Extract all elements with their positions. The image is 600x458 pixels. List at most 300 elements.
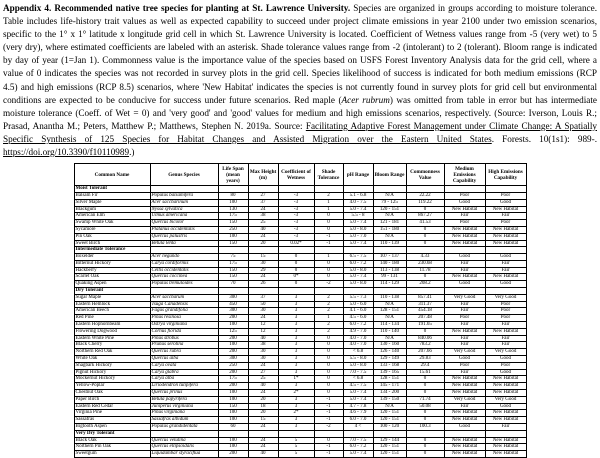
life-span-cell: 80: [218, 192, 248, 199]
empty-cell: [314, 288, 343, 295]
species-row: [74, 192, 526, 199]
medium-emissions-cell: New Habitat: [444, 444, 485, 451]
ph-range-cell: 7.0 - 7.5: [343, 369, 373, 376]
empty-cell: [150, 186, 218, 193]
species-row: [74, 369, 526, 376]
ph-range-cell: 5.0 - 7.4: [343, 396, 373, 403]
genus-species-cell: Liquidambar styraciflua: [150, 451, 218, 458]
bloom-range-cell: 134 - 200: [373, 390, 406, 397]
ph-range-cell: 6.5 - 7.5: [343, 254, 373, 261]
species-row: [74, 281, 526, 288]
ph-range-cell: 5.0 - 8.0: [343, 362, 373, 369]
ph-range-cell: 4.0 - 7.0: [343, 342, 373, 349]
species-row: [74, 451, 526, 458]
high-emissions-cell: New Habitat: [485, 451, 526, 458]
ph-range-cell: < 6.8: [343, 376, 373, 383]
max-height-cell: 20: [248, 396, 278, 403]
species-row: [74, 376, 526, 383]
empty-cell: [406, 288, 444, 295]
shade-tolerance-cell: 2: [314, 294, 343, 301]
high-emissions-cell: Poor: [485, 220, 526, 227]
column-header: Life Span (mean years): [218, 164, 248, 186]
ph-range-cell: 5.0 - 7.4: [343, 274, 373, 281]
empty-cell: [248, 288, 278, 295]
high-emissions-cell: New Habitat: [485, 233, 526, 240]
shade-tolerance-cell: 0: [314, 226, 343, 233]
medium-emissions-cell: Poor: [444, 220, 485, 227]
bloom-range-cell: N/A: [373, 315, 406, 322]
bloom-range-cell: 107 - 137: [373, 254, 406, 261]
commonness-cell: 0: [406, 417, 444, 424]
genus-species-cell: Cornus florida: [150, 328, 218, 335]
commonness-cell: 0: [406, 444, 444, 451]
ph-range-cell: 5.0 - 8.0: [343, 226, 373, 233]
life-span-cell: 150: [218, 240, 248, 247]
life-span-cell: 150: [218, 267, 248, 274]
life-span-cell: 150: [218, 403, 248, 410]
shade-tolerance-cell: -1: [314, 233, 343, 240]
bloom-range-cell: 100 - 120: [373, 424, 406, 431]
high-emissions-cell: Poor: [485, 308, 526, 315]
bloom-range-cell: 130 - 160: [373, 342, 406, 349]
commonness-cell: 783.2: [406, 342, 444, 349]
genus-species-cell: Carya ovata: [150, 362, 218, 369]
coeff-wetness-cell: 3: [278, 322, 314, 329]
max-height-cell: 24: [248, 390, 278, 397]
medium-emissions-cell: Good: [444, 199, 485, 206]
species-row: [74, 301, 526, 308]
life-span-cell: 200: [218, 383, 248, 390]
high-emissions-cell: New Habitat: [485, 274, 526, 281]
high-emissions-cell: New Habitat: [485, 328, 526, 335]
life-span-cell: 450: [218, 301, 248, 308]
genus-species-cell: Betula lenta: [150, 240, 218, 247]
high-emissions-cell: New Habitat: [485, 240, 526, 247]
coeff-wetness-cell: 3: [278, 349, 314, 356]
species-row: [74, 260, 526, 267]
life-span-cell: 250: [218, 226, 248, 233]
medium-emissions-cell: Poor: [444, 192, 485, 199]
empty-cell: [444, 430, 485, 437]
max-height-cell: 24: [248, 315, 278, 322]
empty-cell: [343, 247, 373, 254]
ph-range-cell: < 6.8: [343, 349, 373, 356]
ph-range-cell: 5.0 - 7.4: [343, 240, 373, 247]
max-height-cell: 40: [248, 451, 278, 458]
commonness-cell: 50.08: [406, 403, 444, 410]
bloom-range-cell: 128 - 151: [373, 308, 406, 315]
high-emissions-cell: Fair: [485, 322, 526, 329]
life-span-cell: 175: [218, 213, 248, 220]
genus-species-cell: Acer saccharum: [150, 294, 218, 301]
medium-emissions-cell: New Habitat: [444, 240, 485, 247]
empty-cell: [343, 186, 373, 193]
life-span-cell: 125: [218, 328, 248, 335]
bloom-range-cell: 120 - 151: [373, 417, 406, 424]
coeff-wetness-cell: 0.02*: [278, 240, 314, 247]
medium-emissions-cell: New Habitat: [444, 437, 485, 444]
max-height-cell: 26: [248, 281, 278, 288]
bloom-range-cell: N/A: [373, 192, 406, 199]
shade-tolerance-cell: 0: [314, 220, 343, 227]
genus-species-cell: Quercus prinus: [150, 390, 218, 397]
empty-cell: [485, 430, 526, 437]
bloom-range-cell: 113 - 138: [373, 267, 406, 274]
species-row: [74, 362, 526, 369]
max-height-cell: 24: [248, 274, 278, 281]
appendix-caption: [3, 2, 597, 159]
empty-cell: [314, 186, 343, 193]
species-row: [74, 444, 526, 451]
common-name-cell: Red Pine: [74, 315, 150, 322]
species-row: [74, 342, 526, 349]
commonness-cell: 29.4: [406, 362, 444, 369]
ph-range-cell: 4.0 - 7.0: [343, 335, 373, 342]
high-emissions-cell: Fair: [485, 267, 526, 274]
empty-cell: [278, 186, 314, 193]
medium-emissions-cell: Fair: [444, 260, 485, 267]
shade-tolerance-cell: 2: [314, 328, 343, 335]
high-emissions-cell: Very Good: [485, 294, 526, 301]
life-span-cell: 100: [218, 437, 248, 444]
common-name-cell: Virginia Pine: [74, 410, 150, 417]
species-table: [74, 163, 527, 458]
medium-emissions-cell: Good: [444, 424, 485, 431]
commonness-cell: 41.53: [406, 220, 444, 227]
common-name-cell: Black Cherry: [74, 342, 150, 349]
commonness-cell: 71.74: [406, 396, 444, 403]
genus-species-cell: Tsuga Canadensis: [150, 301, 218, 308]
max-height-cell: 37: [248, 294, 278, 301]
section-header-row: [74, 186, 526, 193]
ph-range-cell: 4.9 - 7.0: [343, 328, 373, 335]
life-span-cell: 60: [218, 424, 248, 431]
species-table-head-row: [74, 164, 526, 186]
empty-cell: [485, 247, 526, 254]
max-height-cell: 30: [248, 308, 278, 315]
high-emissions-cell: New Habitat: [485, 390, 526, 397]
empty-cell: [218, 247, 248, 254]
ph-range-cell: 4.5 - 7.5: [343, 383, 373, 390]
shade-tolerance-cell: -1: [314, 410, 343, 417]
medium-emissions-cell: Poor: [444, 315, 485, 322]
max-height-cell: 30: [248, 349, 278, 356]
bloom-range-cell: 126 - 140: [373, 349, 406, 356]
genus-species-cell: Carya glabra: [150, 369, 218, 376]
commonness-cell: 29.83: [406, 356, 444, 363]
empty-cell: [406, 247, 444, 254]
commonness-cell: 191.65: [406, 322, 444, 329]
max-height-cell: 20: [248, 410, 278, 417]
medium-emissions-cell: New Habitat: [444, 383, 485, 390]
medium-emissions-cell: Good: [444, 254, 485, 261]
commonness-cell: 119.22: [406, 199, 444, 206]
commonness-cell: 857.41: [406, 294, 444, 301]
commonness-cell: 4.33: [406, 254, 444, 261]
life-span-cell: 250: [218, 362, 248, 369]
coeff-wetness-cell: 3: [278, 362, 314, 369]
ph-range-cell: 5.0 - 8.0: [343, 281, 373, 288]
high-emissions-cell: Good: [485, 369, 526, 376]
genus-species-cell: Platanus occidentalis: [150, 226, 218, 233]
common-name-cell: Eastern Hophornbeam: [74, 322, 150, 329]
high-emissions-cell: New Habitat: [485, 437, 526, 444]
species-row: [74, 403, 526, 410]
species-row: [74, 220, 526, 227]
empty-cell: [278, 247, 314, 254]
caption-body-1: Species are organized in groups according to moisture tolerance. Table includes life-history trait values as well as expected capability to succeed under project climate emissions in year 2100 under two emission scenarios, specific to the 1° x 1° latitude x longitude grid cell in which St. Lawrence University is located. Coefficient of Wetness values range from -5 (very wet) to 5 (very dry), where estimated coefficients are labeled with an asterisk. Shade tolerance values range from -2 (intolerant) to 2 (tolerant). Bloom range is indicated by day of year (1=Jan 1). Commonness value is the importance value of the species based on USFS Forest Inventory Analysis data for the grid cell, where a value of 0 indicates the species was not recorded in survey plots in the grid cell. Species likelihood of success is indicated for both medium emissions (RCP 4.5) and high emissions (RCP 8.5) scenarios, where 'New Habitat' indicates the species is not currently found in survey plots for grid cell but environmental conditions are expected to be conducive for success under future scenarios. Red maple (: [3, 3, 597, 105]
commonness-cell: 0: [406, 233, 444, 240]
genus-species-cell: Liriodendron tulipifera: [150, 383, 218, 390]
medium-emissions-cell: New Habitat: [444, 451, 485, 458]
ph-range-cell: 6.0 - 7.2: [343, 260, 373, 267]
citation-title-link[interactable]: Facilitating Adaptive Forest Management under Climate Change: A Spatially Specific Synthesis of 125 Species for Habitat Changes and Assisted Migration over the Eastern United States: [3, 120, 597, 144]
coeff-wetness-cell: 3: [278, 308, 314, 315]
commonness-cell: 0: [406, 437, 444, 444]
commonness-cell: 0: [406, 410, 444, 417]
genus-species-cell: Quercus alba: [150, 356, 218, 363]
medium-emissions-cell: New Habitat: [444, 328, 485, 335]
shade-tolerance-cell: 0: [314, 260, 343, 267]
shade-tolerance-cell: -2: [314, 424, 343, 431]
commonness-cell: 0: [406, 328, 444, 335]
max-height-cell: 18: [248, 403, 278, 410]
high-emissions-cell: Fair: [485, 342, 526, 349]
coeff-wetness-cell: 0: [278, 267, 314, 274]
common-name-cell: Mockernut Hickory: [74, 376, 150, 383]
high-emissions-cell: New Habitat: [485, 417, 526, 424]
medium-emissions-cell: Good: [444, 356, 485, 363]
column-header: pH Range: [343, 164, 373, 186]
high-emissions-cell: Good: [485, 254, 526, 261]
coeff-wetness-cell: 0: [278, 260, 314, 267]
commonness-cell: 230.68: [406, 260, 444, 267]
column-header: Medium Emissions Capability: [444, 164, 485, 186]
common-name-cell: Flowering Dogwood: [74, 328, 150, 335]
coeff-wetness-cell: 3: [278, 294, 314, 301]
common-name-cell: Silver Maple: [74, 199, 150, 206]
max-height-cell: 25: [248, 220, 278, 227]
genus-species-cell: Quercus bicolor: [150, 220, 218, 227]
coeff-wetness-cell: 5: [278, 444, 314, 451]
empty-cell: [314, 247, 343, 254]
medium-emissions-cell: New Habitat: [444, 226, 485, 233]
bloom-range-cell: 114 - 134: [373, 322, 406, 329]
coeff-wetness-cell: -3: [278, 192, 314, 199]
section-header-row: [74, 430, 526, 437]
shade-tolerance-cell: -1: [314, 444, 343, 451]
life-span-cell: 300: [218, 308, 248, 315]
medium-emissions-cell: New Habitat: [444, 417, 485, 424]
medium-emissions-cell: Fair: [444, 342, 485, 349]
max-height-cell: 24: [248, 362, 278, 369]
shade-tolerance-cell: 0: [314, 274, 343, 281]
empty-cell: [373, 186, 406, 193]
max-height-cell: 24: [248, 424, 278, 431]
coeff-wetness-cell: 2*: [278, 410, 314, 417]
genus-species-cell: Sassafras albidum: [150, 417, 218, 424]
common-name-cell: Blackgum: [74, 206, 150, 213]
bloom-range-cell: 79 - 125: [373, 199, 406, 206]
high-emissions-cell: Poor: [485, 192, 526, 199]
medium-emissions-cell: New Habitat: [444, 233, 485, 240]
medium-emissions-cell: New Habitat: [444, 390, 485, 397]
common-name-cell: Scarlet Oak: [74, 274, 150, 281]
section-header-row: [74, 288, 526, 295]
section-title: Very Dry Tolerant: [74, 430, 150, 437]
column-header: Common Name: [74, 164, 150, 186]
doi-link[interactable]: https://doi.org/10.3390/f10110989: [3, 147, 130, 158]
genus-species-cell: Pinus resinosa: [150, 315, 218, 322]
shade-tolerance-cell: 0: [314, 369, 343, 376]
max-height-cell: 40: [248, 335, 278, 342]
species-row: [74, 390, 526, 397]
ph-range-cell: 4 <: [343, 424, 373, 431]
bloom-range-cell: 120 - 151: [373, 444, 406, 451]
commonness-cell: 0: [406, 226, 444, 233]
life-span-cell: 100: [218, 390, 248, 397]
life-span-cell: 175: [218, 376, 248, 383]
common-name-cell: American Elm: [74, 213, 150, 220]
ph-range-cell: 4.1 - 6.0: [343, 308, 373, 315]
empty-cell: [485, 288, 526, 295]
bloom-range-cell: 121 - 181: [373, 220, 406, 227]
high-emissions-cell: New Habitat: [485, 226, 526, 233]
species-row: [74, 308, 526, 315]
max-height-cell: 12: [248, 322, 278, 329]
high-emissions-cell: New Habitat: [485, 376, 526, 383]
medium-emissions-cell: Fair: [444, 301, 485, 308]
coeff-wetness-cell: 0*: [278, 274, 314, 281]
bloom-range-cell: 99 - 131: [373, 274, 406, 281]
shade-tolerance-cell: 0: [314, 349, 343, 356]
ph-range-cell: 7.0 - 7.5: [343, 437, 373, 444]
commonness-cell: 11.78: [406, 267, 444, 274]
commonness-cell: 208.2: [406, 281, 444, 288]
genus-species-cell: Nyssa sylvatica: [150, 206, 218, 213]
empty-cell: [248, 430, 278, 437]
common-name-cell: Paper Birch: [74, 396, 150, 403]
commonness-cell: 454.18: [406, 308, 444, 315]
max-height-cell: 40: [248, 383, 278, 390]
shade-tolerance-cell: 0: [314, 213, 343, 220]
empty-cell: [150, 247, 218, 254]
column-header: Commonness Value: [406, 164, 444, 186]
bloom-range-cell: 114 - 129: [373, 281, 406, 288]
species-row: [74, 396, 526, 403]
common-name-cell: Eastern Hemlock: [74, 301, 150, 308]
species-table-body: [74, 186, 526, 458]
commonness-cell: 0: [406, 390, 444, 397]
life-span-cell: 200: [218, 369, 248, 376]
life-span-cell: 200: [218, 349, 248, 356]
medium-emissions-cell: Fair: [444, 335, 485, 342]
bloom-range-cell: N/A: [373, 301, 406, 308]
shade-tolerance-cell: 2: [314, 301, 343, 308]
commonness-cell: 0: [406, 376, 444, 383]
genus-species-cell: Populus balsamifera: [150, 192, 218, 199]
empty-cell: [248, 186, 278, 193]
ph-range-cell: 5.0 - 7.4: [343, 220, 373, 227]
max-height-cell: 29: [248, 267, 278, 274]
genus-species-cell: Populus grandidentata: [150, 424, 218, 431]
max-height-cell: 24: [248, 233, 278, 240]
coeff-wetness-cell: 3: [278, 383, 314, 390]
species-row: [74, 206, 526, 213]
medium-emissions-cell: New Habitat: [444, 274, 485, 281]
species-row: [74, 294, 526, 301]
common-name-cell: Sugar Maple: [74, 294, 150, 301]
commonness-cell: 15.61: [406, 369, 444, 376]
empty-cell: [278, 288, 314, 295]
life-span-cell: 100: [218, 417, 248, 424]
caption-close: .): [129, 147, 135, 158]
empty-cell: [373, 247, 406, 254]
medium-emissions-cell: New Habitat: [444, 376, 485, 383]
life-span-cell: 100: [218, 396, 248, 403]
column-header: Max Height (m): [248, 164, 278, 186]
empty-cell: [485, 186, 526, 193]
species-row: [74, 424, 526, 431]
life-span-cell: 100: [218, 199, 248, 206]
species-row: [74, 335, 526, 342]
commonness-cell: 840.06: [406, 335, 444, 342]
max-height-cell: 24: [248, 206, 278, 213]
genus-species-cell: Acer saccharinum: [150, 199, 218, 206]
life-span-cell: 300: [218, 356, 248, 363]
coeff-wetness-cell: -3: [278, 213, 314, 220]
common-name-cell: Hackberry: [74, 267, 150, 274]
ph-range-cell: 6.0 - 7.2: [343, 444, 373, 451]
column-header: Bloom Range: [373, 164, 406, 186]
empty-cell: [314, 430, 343, 437]
shade-tolerance-cell: 0: [314, 437, 343, 444]
shade-tolerance-cell: 0: [314, 383, 343, 390]
empty-cell: [150, 288, 218, 295]
coeff-wetness-cell: 3: [278, 315, 314, 322]
life-span-cell: 300: [218, 294, 248, 301]
max-height-cell: 40: [248, 226, 278, 233]
max-height-cell: 15: [248, 417, 278, 424]
bloom-range-cell: 133 - 168: [373, 362, 406, 369]
shade-tolerance-cell: 2: [314, 322, 343, 329]
high-emissions-cell: Poor: [485, 315, 526, 322]
species-row: [74, 322, 526, 329]
high-emissions-cell: New Habitat: [485, 410, 526, 417]
shade-tolerance-cell: -1: [314, 417, 343, 424]
genus-species-cell: Juniperus virginiana: [150, 403, 218, 410]
common-name-cell: Northern Pin Oak: [74, 444, 150, 451]
coeff-wetness-cell: 0: [278, 281, 314, 288]
common-name-cell: White Oak: [74, 356, 150, 363]
shade-tolerance-cell: 1: [314, 315, 343, 322]
shade-tolerance-cell: -1: [314, 240, 343, 247]
genus-species-cell: Ostrya virginiana: [150, 322, 218, 329]
life-span-cell: 100: [218, 444, 248, 451]
shade-tolerance-cell: 0: [314, 356, 343, 363]
high-emissions-cell: Good: [485, 281, 526, 288]
ph-range-cell: 5.0 - 8.0: [343, 267, 373, 274]
commonness-cell: 311.37: [406, 301, 444, 308]
red-maple-latin-name: Acer rubrum: [341, 94, 390, 105]
coeff-wetness-cell: -3: [278, 233, 314, 240]
species-row: [74, 349, 526, 356]
genus-species-cell: Betula papyrifera: [150, 396, 218, 403]
common-name-cell: Yellow-Poplar: [74, 383, 150, 390]
shade-tolerance-cell: -2: [314, 281, 343, 288]
ph-range-cell: 5.5 - 8.0: [343, 356, 373, 363]
genus-species-cell: Prunus serotina: [150, 342, 218, 349]
